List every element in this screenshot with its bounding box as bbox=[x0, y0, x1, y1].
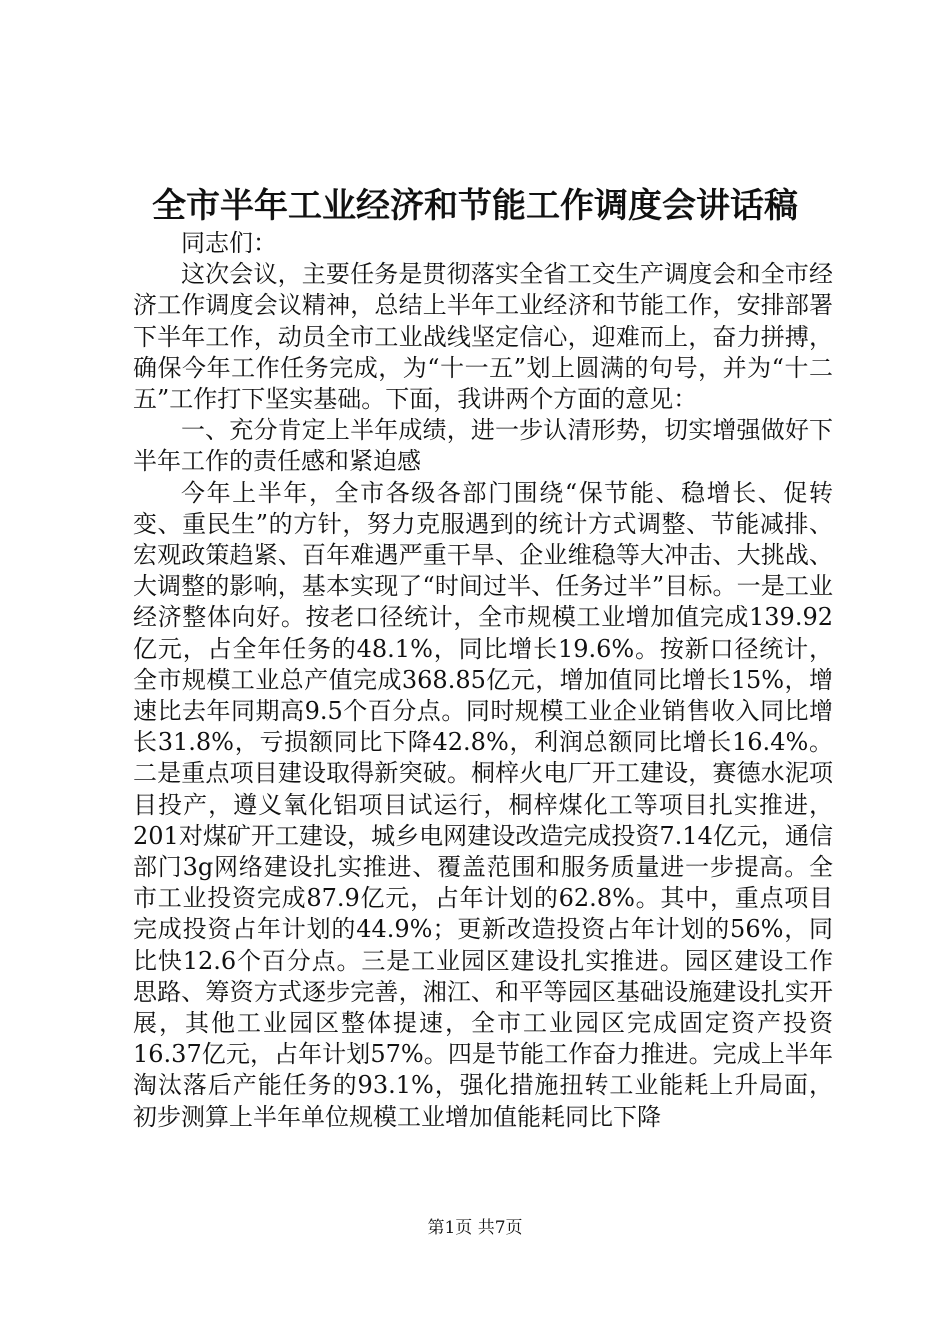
intro-paragraph: 这次会议，主要任务是贯彻落实全省工交生产调度会和全市经济工作调度会议精神，总结上半年工业经济和节能工作，安排部署下半年工作，动员全市工业战线坚定信心，迎难而上，奋力拼搏，确保今年工作任务完成，为“十一五”划上圆满的句号，并为“十二五”工作打下坚实基础。下面，我讲两个方面的意见： bbox=[133, 260, 833, 414]
document-body bbox=[133, 228, 833, 1133]
document-title: 全市半年工业经济和节能工作调度会讲话稿 bbox=[152, 186, 798, 226]
page-number-footer: 第1页 共7页 bbox=[427, 1218, 523, 1238]
section-heading-paragraph: 一、充分肯定上半年成绩，进一步认清形势，切实增强做好下半年工作的责任感和紧迫感 bbox=[133, 416, 833, 476]
greeting-paragraph: 同志们： bbox=[181, 229, 277, 257]
achievements-paragraph: 今年上半年，全市各级各部门围绕“保节能、稳增长、促转变、重民生”的方针，努力克服遇到的统计方式调整、节能减排、宏观政策趋紧、百年难遇严重干旱、企业维稳等大冲击、大挑战、大调整的影响，基本实现了“时间过半、任务过半”目标。一是工业经济整体向好。按老口径统计，全市规模工业增加值完成139.92亿元，占全年任务的48.1%，同比增长19.6%。按新口径统计，全市规模工业总产值完成368.85亿元，增加值同比增长15%，增速比去年同期高9.5个百分点。同时规模工业企业销售收入同比增长31.8%，亏损额同比下降42.8%，利润总额同比增长16.4%。二是重点项目建设取得新突破。桐梓火电厂开工建设，赛德水泥项目投产，遵义氧化铝项目试运行，桐梓煤化工等项目扎实推进，201对煤矿开工建设，城乡电网建设改造完成投资7.14亿元，通信部门3g网络建设扎实推进、覆盖范围和服务质量进一步提高。全市工业投资完成87.9亿元，占年计划的62.8%。其中，重点项目完成投资占年计划的44.9%；更新改造投资占年计划的56%，同比快12.6个百分点。三是工业园区建设扎实推进。园区建设工作思路、筹资方式逐步完善，湘江、和平等园区基础设施建设扎实开展，其他工业园区整体提速，全市工业园区完成固定资产投资16.37亿元，占年计划57%。四是节能工作奋力推进。完成上半年淘汰落后产能任务的93.1%，强化措施扭转工业能耗上升局面，初步测算上半年单位规模工业增加值能耗同比下降 bbox=[133, 478, 833, 1131]
